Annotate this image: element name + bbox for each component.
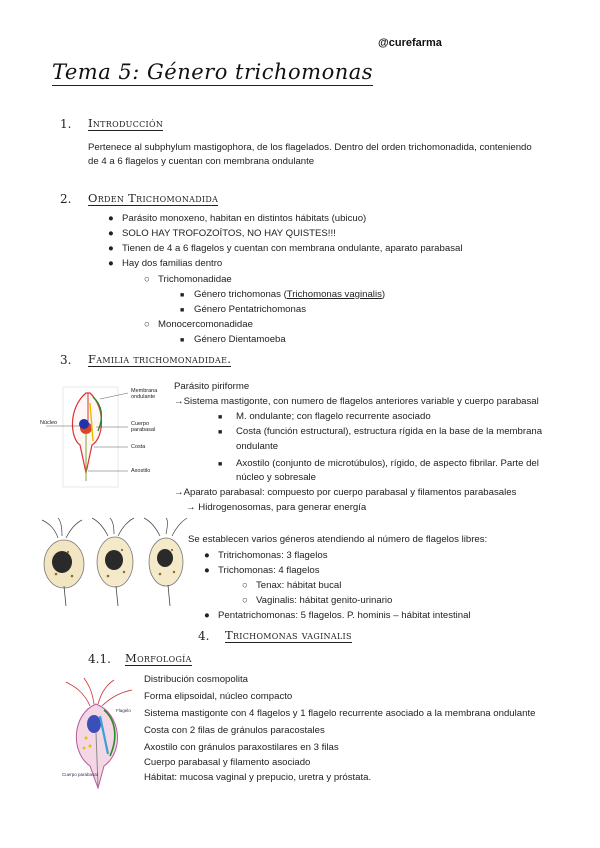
section-4-1-number: 4.1.: [88, 652, 111, 666]
sub-ondulante: ■ M. ondulante; con flagelo recurrente asociado: [218, 411, 431, 422]
trichomonas-vaginalis-illustration: [60, 676, 142, 794]
section-4-1-heading: Morfología: [125, 651, 192, 665]
sub-costa-cont: ondulante: [236, 441, 279, 452]
sub-costa: ■ Costa (función estructural), estructura rígida en la base de la membrana: [218, 426, 543, 437]
genus-trichomonas: ■ Género trichomonas (Trichomonas vaginalis): [180, 289, 386, 300]
family-monocercomonadidae: ○ Monocercomonadidae: [144, 319, 253, 330]
svg-text:Flagelo: Flagelo: [116, 708, 131, 713]
trichomonas-vaginalis-habitat: ○ Vaginalis: hábitat genito-urinario: [242, 595, 393, 606]
morfologia-line-6: Cuerpo parabasal y filamento asociado: [144, 757, 311, 768]
family-trichomonadidae: ○ Trichomonadidae: [144, 274, 232, 285]
morfologia-line-1: Distribución cosmopolita: [144, 674, 248, 685]
genus-dientamoeba: ■ Género Dientamoeba: [180, 334, 286, 345]
section-4-number: 4.: [198, 629, 210, 643]
section-1-heading: Introducción: [88, 116, 164, 130]
label-costa: Costa: [131, 444, 146, 450]
genero-tritrichomonas: ● Tritrichomonas: 3 flagelos: [204, 550, 328, 561]
trichomonas-vaginalis-link[interactable]: Trichomonas vaginalis: [286, 289, 382, 300]
trichomonad-diagram: [38, 383, 168, 493]
section-2-heading: Orden Trichomonadida: [88, 191, 219, 205]
svg-text:Cuerpo parabasal: Cuerpo parabasal: [62, 772, 98, 777]
section-1-para-line-2: de 4 a 6 flagelos y cuentan con membrana ondulante: [88, 156, 315, 167]
section-1-para-line-1: Pertenece al subphylum mastigophora, de los flagelados. Dentro del orden trichomonadida, conteniendo: [88, 142, 532, 153]
section-2-bullet-1: ● Parásito monoxeno, habitan en distintos hábitats (ubicuo): [108, 213, 367, 224]
section-2-number: 2.: [60, 192, 72, 206]
section-3-heading: Familia trichomonadidae.: [88, 352, 232, 366]
section-3-number: 3.: [60, 353, 72, 367]
author-handle: @curefarma: [378, 37, 442, 49]
section-4-heading: Trichomonas vaginalis: [225, 628, 352, 642]
label-cuerpo-parabasal: Cuerpo parabasal: [131, 421, 156, 433]
genus-pentatrichomonas: ■ Género Pentatrichomonas: [180, 304, 306, 315]
morfologia-line-7: Hábitat: mucosa vaginal y prepucio, uretra y próstata.: [144, 772, 372, 783]
section-2-bullet-2: ● SOLO HAY TROFOZOÍTOS, NO HAY QUISTES!!!: [108, 228, 336, 239]
label-axostilo: Axostilo: [131, 468, 151, 474]
section-1-number: 1.: [60, 117, 72, 131]
label-membrana-ondulante: Membrana ondulante: [131, 388, 158, 400]
genero-trichomonas: ● Trichomonas: 4 flagelos: [204, 565, 320, 576]
hidrogenosomas: → Hidrogenosomas, para generar energía: [186, 502, 367, 513]
sub-axostilo-cont: núcleo y sobresale: [236, 472, 316, 483]
generos-intro: Se establecen varios géneros atendiendo al número de flagelos libres:: [188, 534, 488, 545]
trichomonas-tenax: ○ Tenax: hábitat bucal: [242, 580, 342, 591]
sistema-mastigonte: →Sistema mastigonte, con numero de flagelos anteriores variable y cuerpo parabasal: [174, 396, 539, 407]
morfologia-line-3: Sistema mastigonte con 4 flagelos y 1 flagelo recurrente asociado a la membrana ondulante: [144, 708, 536, 719]
trichomonad-species-illustration: [38, 516, 188, 608]
morfologia-line-2: Forma elipsoidal, núcleo compacto: [144, 691, 293, 702]
aparato-parabasal: →Aparato parabasal: compuesto por cuerpo parabasal y filamentos parabasales: [174, 487, 517, 498]
morfologia-line-5: Axostilo con gránulos paraxostilares en 3 filas: [144, 742, 339, 753]
sub-axostilo: ■ Axostilo (conjunto de microtúbulos), rígido, de aspecto fibrilar. Parte del: [218, 458, 539, 469]
parasito-piriforme: Parásito piriforme: [174, 381, 250, 392]
page-title: Tema 5: Género trichomonas: [52, 60, 374, 84]
label-nucleo: Núcleo: [40, 420, 58, 426]
section-2-bullet-4: ● Hay dos familias dentro: [108, 258, 223, 269]
morfologia-line-4: Costa con 2 filas de gránulos paracostales: [144, 725, 325, 736]
genero-pentatrichomonas: ● Pentatrichomonas: 5 flagelos. P. hominis – hábitat intestinal: [204, 610, 471, 621]
section-2-bullet-3: ● Tienen de 4 a 6 flagelos y cuentan con membrana ondulante, aparato parabasal: [108, 243, 463, 254]
